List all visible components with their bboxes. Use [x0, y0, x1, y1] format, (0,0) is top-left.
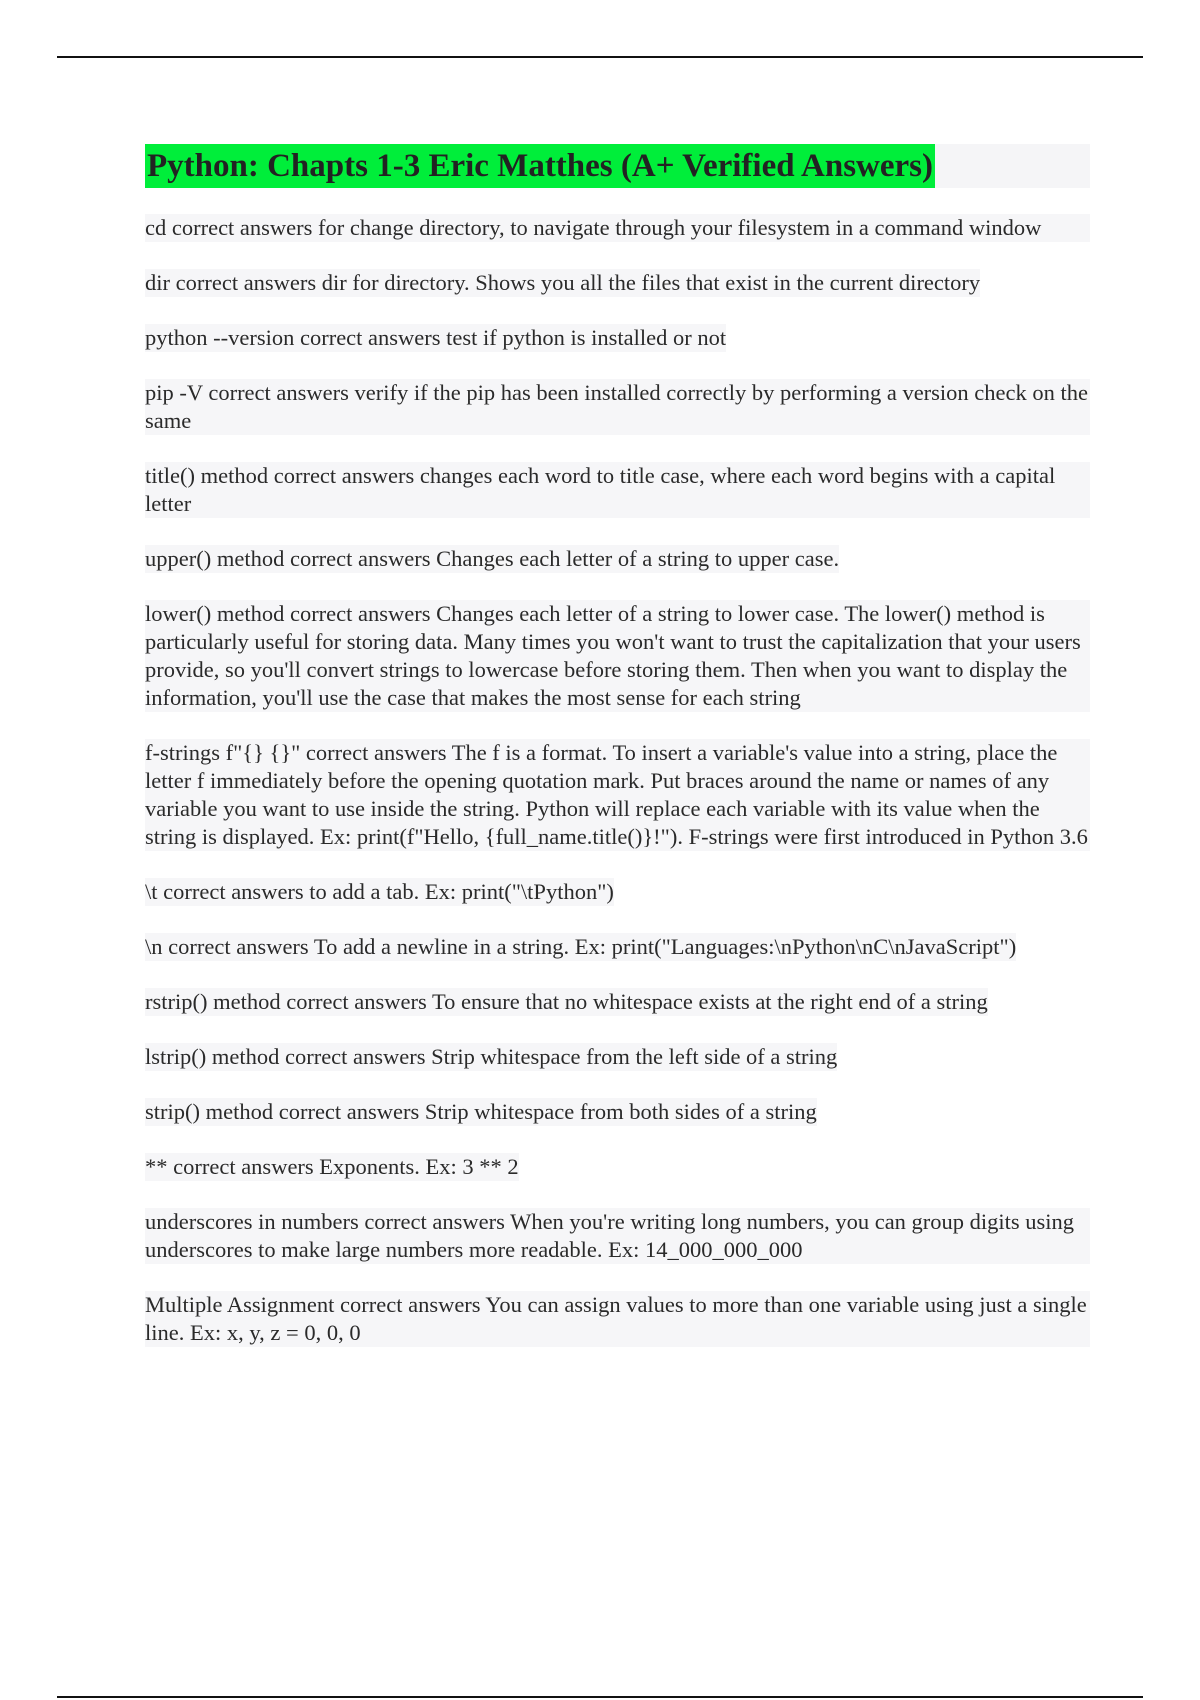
document-title: Python: Chapts 1-3 Eric Matthes (A+ Verified Answers) — [145, 144, 935, 188]
entry-upper-method: upper() method correct answers Changes each letter of a string to upper case. — [145, 546, 840, 571]
entry-rstrip-method: rstrip() method correct answers To ensure that no whitespace exists at the right end of a string — [145, 989, 988, 1014]
entry-dir: dir correct answers dir for directory. Shows you all the files that exist in the current directory — [145, 270, 981, 295]
entry-python-version: python --version correct answers test if python is installed or not — [145, 325, 727, 350]
entry-multiple-assignment: Multiple Assignment correct answers You can assign values to more than one variable using just a single line. Ex: x, y, z = 0, 0, 0 — [145, 1291, 1090, 1347]
entry-pip-v: pip -V correct answers verify if the pip has been installed correctly by performing a version check on the same — [145, 380, 1089, 433]
entry-strip-method: strip() method correct answers Strip whitespace from both sides of a string — [145, 1099, 817, 1124]
entry-cd: cd correct answers for change directory, to navigate through your filesystem in a command window — [145, 214, 1090, 242]
bottom-rule — [57, 1696, 1143, 1698]
entry-lstrip-method: lstrip() method correct answers Strip whitespace from the left side of a string — [145, 1044, 838, 1069]
entry-f-strings: f-strings f"{} {}" correct answers The f is a format. To insert a variable's value into a string, place the letter f immediately before the opening quotation mark. Put braces around the name or names of any variable you want to use inside the string. Python will replace each variable with its value when the string is displayed. Ex: print(f"Hello, {full_name.title()}!"). F-strings were first introduced in Python 3.6 — [145, 739, 1090, 851]
entry-underscores-in-numbers: underscores in numbers correct answers When you're writing long numbers, you can group digits using underscores to make large numbers more readable. Ex: 14_000_000_000 — [145, 1208, 1090, 1264]
entry-exponents: ** correct answers Exponents. Ex: 3 ** 2 — [145, 1154, 519, 1179]
document-body — [145, 144, 1090, 1374]
top-rule — [57, 56, 1143, 58]
entry-title-method: title() method correct answers changes each word to title case, where each word begins with a capital letter — [145, 462, 1090, 518]
entry-lower-method: lower() method correct answers Changes each letter of a string to lower case. The lower() method is particularly useful for storing data. Many times you won't want to trust the capitalization that your users provide, so you'll convert strings to lowercase before storing them. Then when you want to display the information, you'll use the case that makes the most sense for each string — [145, 600, 1090, 712]
title-band — [145, 144, 1090, 188]
entry-newline-escape: \n correct answers To add a newline in a string. Ex: print("Languages:\nPython\nC\nJavaScript") — [145, 934, 1017, 959]
entry-tab-escape: \t correct answers to add a tab. Ex: print("\tPython") — [145, 879, 614, 904]
